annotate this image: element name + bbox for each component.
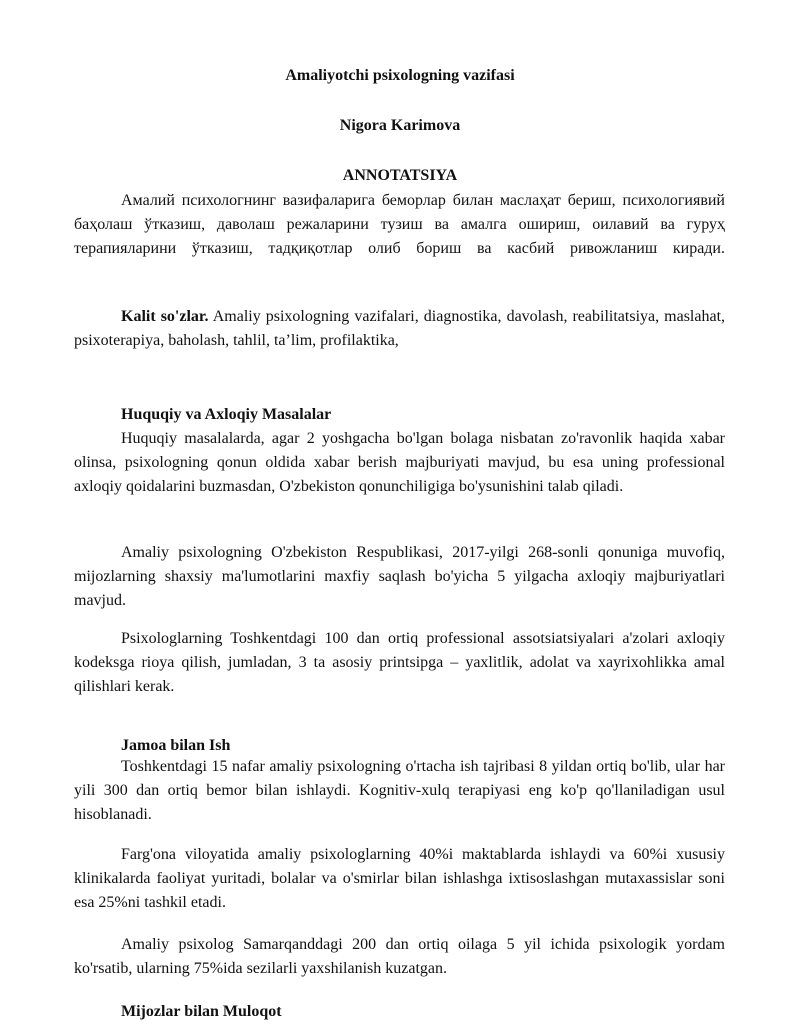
section-heading-teamwork: Jamoa bilan Ish bbox=[121, 737, 231, 754]
section-heading-legal-ethics: Huquqiy va Axloqiy Masalalar bbox=[121, 406, 332, 423]
paragraph-text: Amaliy psixolog Samarqanddagi 200 dan ortiq oilaga 5 yil ichida psixologik yordam ko'rsatib, ularning 75%ida sezilarli yaxshilanish kuzatgan. bbox=[74, 936, 725, 977]
keywords-text: Amaliy psixologning vazifalari, diagnostika, davolash, reabilitatsiya, maslahat, psixoterapiya, baholash, tahlil, ta’lim, profilaktika, bbox=[74, 308, 726, 349]
annotation-paragraph bbox=[74, 189, 725, 261]
paragraph bbox=[74, 843, 725, 915]
keywords-label: Kalit so'zlar. bbox=[121, 308, 209, 325]
section-heading-client-communication: Mijozlar bilan Muloqot bbox=[121, 1003, 282, 1020]
paragraph bbox=[74, 755, 725, 827]
paragraph-text: Farg'ona viloyatida amaliy psixologlarning 40%i maktablarda ishlaydi va 60%i xususiy klinikalarda faoliyat yuritadi, bolalar va o'smirlar bilan ishlashga ixtisoslashgan mutaxassislar soni esa 25%ni tashkil etadi. bbox=[74, 846, 725, 911]
paragraph-text: Psixologlarning Toshkentdagi 100 dan ortiq professional assotsiatsiyalari a'zolari axloqiy kodeksga rioya qilish, jumladan, 3 ta asosiy printsipga – yaxlitlik, adolat va xayrixohlikka amal qilishlari kerak. bbox=[74, 630, 725, 695]
paragraph bbox=[74, 627, 725, 699]
paragraph bbox=[74, 933, 725, 981]
annotation-heading: ANNOTATSIYA bbox=[342, 167, 458, 184]
paragraph-text: Amaliy psixologning O'zbekiston Respublikasi, 2017-yilgi 268-sonli qonuniga muvofiq, mijozlarning shaxsiy ma'lumotlarini maxfiy saqlash bo'yicha 5 yilgacha axloqiy majburiyatlari mavjud. bbox=[74, 544, 725, 609]
keywords-paragraph bbox=[74, 305, 725, 353]
document-title: Amaliyotchi psixologning vazifasi bbox=[285, 67, 515, 84]
paragraph bbox=[74, 541, 725, 613]
paragraph-text: Toshkentdagi 15 nafar amaliy psixologning o'rtacha ish tajribasi 8 yildan ortiq bo'lib, ular har yili 300 dan ortiq bemor bilan ishlaydi. Kognitiv-xulq terapiyasi eng ko'p qo'llaniladigan usul hisoblanadi. bbox=[74, 758, 725, 823]
annotation-text: Амалий психологнинг вазифаларига беморлар билан маслаҳат бериш, психологиявий баҳолаш ўтказиш, даволаш режаларини тузиш ва амалга ошириш, оилавий ва гуруҳ терапияларини ўтказиш, тадқиқотлар олиб бориш ва касбий ривожланиш киради. bbox=[74, 192, 725, 257]
paragraph-text: Huquqiy masalalarda, agar 2 yoshgacha bo'lgan bolaga nisbatan zo'ravonlik haqida xabar olinsa, psixologning qonun oldida xabar berish majburiyati mavjud, bu esa uning professional axloqiy qoidalarini buzmasdan, O'zbekiston qonunchiligiga bo'ysunishini talab qiladi. bbox=[74, 430, 725, 495]
paragraph bbox=[74, 427, 725, 499]
document-author: Nigora Karimova bbox=[339, 117, 461, 134]
